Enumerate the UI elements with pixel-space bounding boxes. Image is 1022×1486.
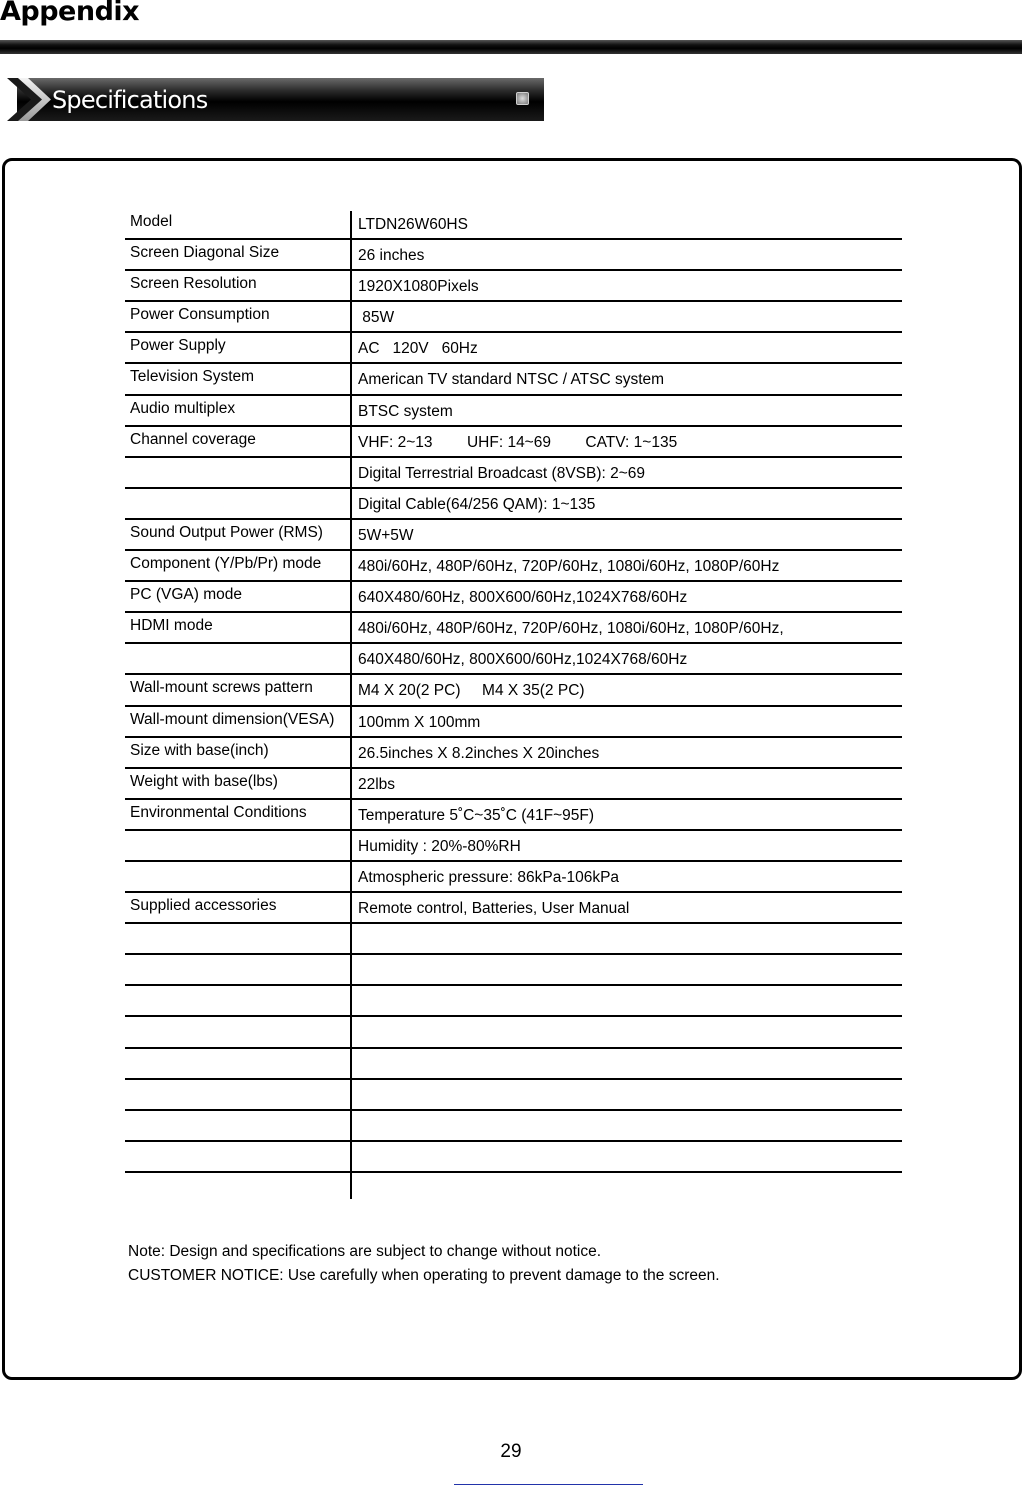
table-row	[125, 769, 902, 800]
table-row	[125, 582, 902, 613]
spec-label: Weight with base(lbs)	[130, 772, 278, 790]
table-row	[125, 302, 902, 333]
table-row	[125, 1080, 902, 1111]
spec-value: AC 120V 60Hz	[358, 340, 478, 358]
spec-value: VHF: 2~13 UHF: 14~69 CATV: 1~135	[358, 433, 678, 451]
table-row	[125, 862, 902, 893]
spec-label: Size with base(inch)	[130, 741, 269, 759]
table-row	[125, 613, 902, 644]
spec-label: Sound Output Power (RMS)	[130, 523, 323, 541]
spec-value: 100mm X 100mm	[358, 713, 481, 731]
note-customer-notice: CUSTOMER NOTICE: Use carefully when operating to prevent damage to the screen.	[128, 1267, 720, 1284]
table-row	[125, 240, 902, 271]
spec-label: Wall-mount screws pattern	[130, 679, 313, 697]
spec-value: 640X480/60Hz, 800X600/60Hz,1024X768/60Hz	[358, 589, 688, 607]
spec-value: Digital Cable(64/256 QAM): 1~135	[358, 495, 596, 513]
table-row	[125, 427, 902, 458]
spec-value: Digital Terrestrial Broadcast (8VSB): 2~69	[358, 464, 646, 482]
table-row	[125, 955, 902, 986]
spec-value: 85W	[358, 309, 395, 327]
spec-value: 26 inches	[358, 247, 425, 265]
table-row	[125, 333, 902, 364]
spec-label: PC (VGA) mode	[130, 586, 242, 604]
section-banner	[5, 78, 544, 121]
table-row	[125, 396, 902, 427]
notes	[128, 1240, 720, 1288]
spec-label: Environmental Conditions	[130, 803, 307, 821]
spec-label: Screen Resolution	[130, 275, 257, 293]
table-row	[125, 271, 902, 302]
spec-label: Model	[130, 213, 173, 230]
table-row	[125, 738, 902, 769]
spec-label: Power Supply	[130, 337, 226, 355]
spec-label: Screen Diagonal Size	[130, 244, 280, 262]
table-row	[125, 924, 902, 955]
spec-value: 640X480/60Hz, 800X600/60Hz,1024X768/60Hz	[358, 651, 688, 669]
table-row	[125, 893, 902, 924]
section-title: Specifications	[52, 86, 208, 114]
page-title: Appendix	[0, 0, 140, 27]
spec-value: 22lbs	[358, 775, 396, 793]
spec-value: 1920X1080Pixels	[358, 278, 479, 296]
spec-label: Television System	[130, 368, 255, 386]
table-row	[125, 831, 902, 862]
table-row	[125, 551, 902, 582]
note-design: Note: Design and specifications are subject to change without notice.	[128, 1243, 602, 1260]
table-row	[125, 1142, 902, 1173]
spec-value: Remote control, Batteries, User Manual	[358, 900, 630, 918]
spec-value: 480i/60Hz, 480P/60Hz, 720P/60Hz, 1080i/60Hz, 1080P/60Hz,	[358, 620, 784, 638]
spec-label: Channel coverage	[130, 430, 256, 448]
table-row	[125, 1049, 902, 1080]
spec-value: Temperature 5˚C~35˚C (41F~95F)	[358, 806, 595, 824]
table-row	[125, 209, 902, 240]
spec-value: M4 X 20(2 PC) M4 X 35(2 PC)	[358, 682, 585, 700]
title-underline-bar	[0, 40, 1022, 54]
spec-value: 5W+5W	[358, 526, 414, 544]
table-row	[125, 986, 902, 1017]
spec-value: American TV standard NTSC / ATSC system	[358, 371, 665, 389]
spec-value: LTDN26W60HS	[358, 216, 468, 233]
spec-value: BTSC system	[358, 402, 453, 420]
table-row	[125, 675, 902, 706]
table-row	[125, 520, 902, 551]
table-row	[125, 1017, 902, 1048]
spec-value: Atmospheric pressure: 86kPa-106kPa	[358, 868, 620, 886]
table-row	[125, 644, 902, 675]
table-row	[125, 707, 902, 738]
spec-label: HDMI mode	[130, 617, 213, 635]
spec-label: Supplied accessories	[130, 897, 277, 915]
table-row	[125, 489, 902, 520]
spec-value: Humidity : 20%-80%RH	[358, 837, 521, 855]
spec-label: Power Consumption	[130, 306, 270, 324]
spec-value: 26.5inches X 8.2inches X 20inches	[358, 744, 600, 762]
table-row	[125, 800, 902, 831]
table-row	[125, 364, 902, 395]
table-row	[125, 1111, 902, 1142]
page-number: 29	[500, 1441, 522, 1462]
footer-rule	[454, 1484, 643, 1485]
spec-label: Component (Y/Pb/Pr) mode	[130, 555, 322, 573]
spec-label: Audio multiplex	[130, 399, 236, 417]
square-icon	[516, 92, 529, 105]
spec-value: 480i/60Hz, 480P/60Hz, 720P/60Hz, 1080i/60Hz, 1080P/60Hz	[358, 558, 780, 576]
spec-label: Wall-mount dimension(VESA)	[130, 710, 335, 728]
specifications-table	[125, 209, 902, 1173]
table-row	[125, 458, 902, 489]
chevron-right-icon	[5, 78, 51, 121]
